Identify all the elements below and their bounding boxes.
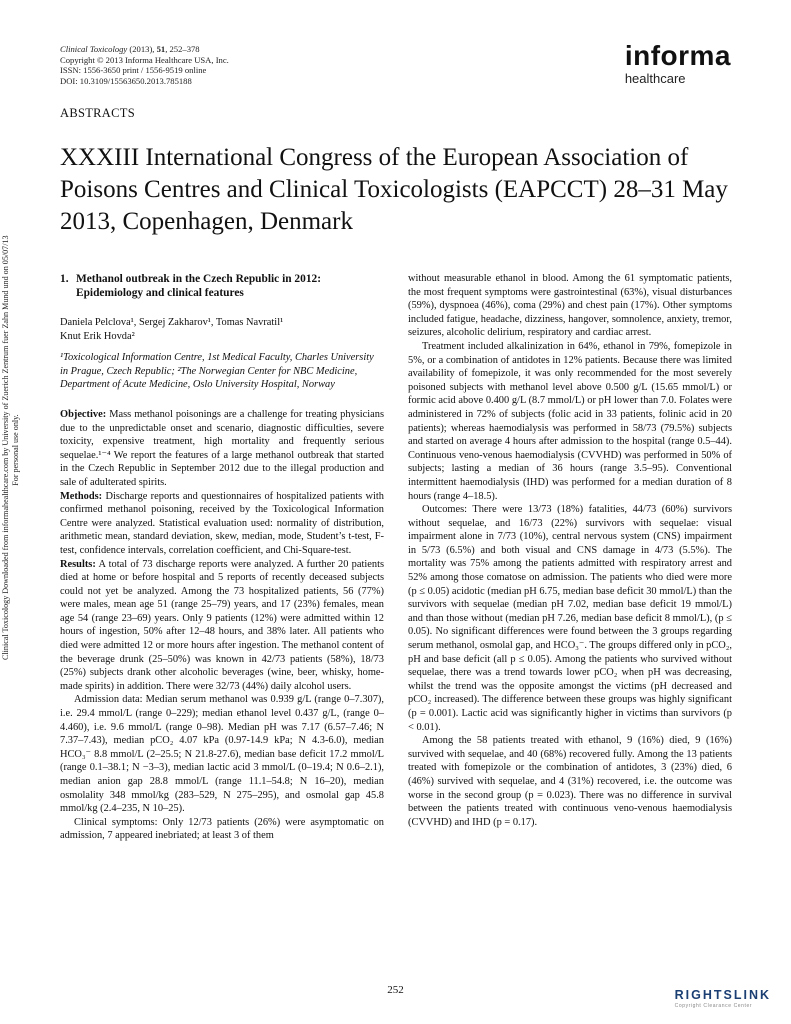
copyright: Copyright © 2013 Informa Healthcare USA, Inc. (60, 54, 229, 65)
abstract-title (60, 272, 384, 300)
watermark-line-2: For personal use only. (11, 414, 20, 486)
journal-volume: 51 (156, 44, 166, 54)
abstract-title-text: Methanol outbreak in the Czech Republic in 2012: Epidemiology and clinical features (76, 273, 322, 299)
doi: DOI: 10.3109/15563650.2013.785188 (60, 75, 192, 86)
download-watermark (1, 235, 29, 660)
rightslink-brand: RIGHTSLINK (674, 988, 771, 1002)
objective-text: Mass methanol poisonings are a challenge for treating physicians due to the unpredictable onset and scenario, diagnostic difficulties, severe toxicity, expensive treatment, high mortality and frequently serious sequelae.¹⁻⁴ We report the features of a large methanol outbreak that started in the Czech Republic in September 2012 due to the illegal production and sale of adulterated spirits. (60, 408, 384, 488)
publisher-logo (625, 42, 731, 86)
rightslink-tag: Copyright Clearance Center (674, 1003, 753, 1009)
objective-label: Objective: (60, 408, 107, 420)
methods-paragraph (60, 490, 384, 558)
treatment-paragraph: Treatment included alkalinization in 64%, ethanol in 79%, fomepizole in 5%, or a combination of antidotes in 12% patients. Because there was limited availability of fomepizole, it was only recommended for the most severely poisoned subjects with methanol level above 0.500 g/L (15.65 mmol/L) or formic acid above 0.400 g/L (8.7 mmol/L) or pH lower than 7.0. Folates were administered in 72% of subjects (folic acid in 33 patients, folinic acid in 20 patients); whereas haemodialysis was performed in 58/73 (79.5%) subjects and started on average 4 hours after admission to the hospital (range 0.5–44). Continuous veno-venous haemodialysis (CVVHD) was performed in 50% of subjects; lasting a median of 36 hours (range 3.5–95). Conventional intermittent haemodialysis (IHD) was performed for a median duration of 8 hours (range 4–18.5). (408, 340, 732, 502)
abstract-number: 1. (60, 273, 69, 285)
ethanol-paragraph: Among the 58 patients treated with ethanol, 9 (16%) died, 9 (16%) survived with sequelae, and 40 (68%) recovered fully. Among the 13 patients treated with fomepizole or the combination of antidotes, 3 (23%) died, 6 (46%) survived with sequelae, and 4 (31%) recovered, i.e. the outcome was worse in the second group (p = 0.023). There was no difference in survival between the patients treated with continuous veno-venous haemodialysis (CVVHD) and IHD (p = 0.17). (408, 735, 732, 828)
results-text: A total of 73 discharge reports were analyzed. A further 20 patients died at home or before hospital and 5 reports of recently deceased subjects could not yet be analyzed. Among the 73 hospitalized patients, 56 (77%) were males, mean age 51 (range 25–79) years, and 17 (23%) females, mean age 54 (range 23–69) years. Only 9 patients (12%) were admitted within 12 hours of ingestion, 50% after 12–48 hours, and 38% later. All patients who died were admitted 12 or more hours after ingestion. The methanol content of the beverage drunk (25–50%) was known in 42/73 patients (58%), 18/73 (25%) subjects drank other alcoholic beverages (wine, beer, whisky, home-made spirits) in addition. There were 32/73 (44%) daily alcohol users. (60, 558, 384, 692)
authors (60, 316, 384, 343)
admission-paragraph: Admission data: Median serum methanol was 0.939 g/L (range 0–7.307), i.e. 29.4 mmol/L (range 0–229); median ethanol level 0.437 g/L, (range 0–4.460), i.e. 9.6 mmol/L (range 0–98). Median pH was 7.17 (6.57–7.46; N 7.37–7.43), median pCO₂ 4.07 kPa (0.97-14.9 kPa; N 4.3-6.0), median HCO₃⁻ 8.8 mmol/L (2–25.5; N 21.8-27.6), median base deficit 17.2 mmol/L (range 0.1–38.1; N −3–3), median lactic acid 3 mmol/L (0–19.4; N 0.6–2.1), median anion gap 28.8 mmol/L (range 11.1–54.8; N 16–20), median osmolality 348 mmol/kg (283–529, N 275–295), and osmolal gap 45.8 mmol/kg (2.4–235, N 10–25). (60, 694, 384, 815)
journal-info (60, 44, 229, 86)
results-paragraph (60, 558, 384, 694)
authors-line-2: Knut Erik Hovda² (60, 330, 135, 342)
objective-paragraph (60, 408, 384, 490)
methods-label: Methods: (60, 490, 103, 502)
journal-citation (60, 44, 229, 55)
rightslink-logo[interactable] (675, 988, 771, 1009)
outcomes-paragraph: Outcomes: There were 13/73 (18%) fatalities, 44/73 (60%) survivors without sequelae, and 16/73 (22%) survivors with sequelae: visual impairment alone in 7/73 (10%), central nervous system (CNS) impairment in 5/73 (6.5%) and both visual and CNS damage in 4/73 (5.5%). The mortality was 75% among the patients admitted with respiratory arrest and 52% among those comatose on admission. The patients who died were more (p ≤ 0.05) acidotic (median pH 6.75, median base deficit 30 mmol/L) than the survivors with sequelae (median pH 7.02, median base deficit 19 mmol/L) and than those without (median pH 7.26, median base deficit 8 mmol/L), (p ≤ 0.05). No significant differences were found between the 3 groups regarding serum methanol, osmolal gap, and HCO₃⁻. The groups differed only in pCO₂, pH and base deficit (all p ≤ 0.05). Among the patients who survived without sequelae, there was a trend towards lower pCO₂ when pH was decreasing, whilst the trend was the opposite amongst the victims (pH decreased and pCO₂ increased). The difference between these groups was highly significant (p = 0.001). Lactic acid was significantly higher in victims than survivors (p < 0.01). (408, 504, 732, 733)
right-column (408, 272, 732, 829)
watermark-line-1: Clinical Toxicology Downloaded from informahealthcare.com by University of Zuerich Zentrum fuer Zahn Mund und on 05/07/13 (1, 235, 10, 660)
clinical-paragraph-start: Clinical symptoms: Only 12/73 patients (26%) were asymptomatic on admission, 7 appeared inebriated; at least 3 of them (60, 816, 384, 842)
journal-name: Clinical Toxicology (60, 44, 128, 54)
authors-line-1: Daniela Pelclova¹, Sergej Zakharov¹, Tomas Navratil¹ (60, 317, 284, 328)
journal-pages: , 252–378 (165, 44, 200, 54)
results-label: Results: (60, 558, 96, 570)
citation-year: (2013), (127, 44, 157, 54)
issn: ISSN: 1556-3650 print / 1556-9519 online (60, 65, 207, 76)
logo-sub: healthcare (624, 71, 686, 86)
logo-brand: informa (624, 40, 731, 71)
affiliations: ¹Toxicological Information Centre, 1st Medical Faculty, Charles University in Prague, Czech Republic; ²The Norwegian Center for NBC Medicine, Department of Acute Medicine, Oslo University Hospital, Norway (60, 352, 374, 391)
congress-title: XXXIII International Congress of the European Association of Poisons Centres and Clinical Toxicologists (EAPCCT) 28–31 May 2013, Copenhagen, Denmark (60, 144, 728, 235)
methods-text: Discharge reports and questionnaires of hospitalized patients with confirmed methanol poisoning, received by the Toxicological Information Centre were analyzed. Statistical evaluation used: normality of distribution, arithmetic mean, standard deviation, skew, median, mode, Student’s t-test, F-test, confidence intervals, correlation coefficient, and Chi-Square-test. (60, 490, 384, 556)
page-number: 252 (387, 984, 404, 996)
section-label: ABSTRACTS (60, 106, 135, 120)
clinical-paragraph-cont: without measurable ethanol in blood. Among the 61 symptomatic patients, the most frequent symptoms were gastrointestinal (63%), visual disturbances (59%), dyspnoea (46%), coma (29%) and chest pain (17%). Other symptoms included fatigue, headache, dizziness, hangover, somnolence, anxiety, tremor, seizures, alcoholic delirium, respiratory and cardiac arrest. (408, 273, 732, 339)
left-column (60, 272, 384, 843)
